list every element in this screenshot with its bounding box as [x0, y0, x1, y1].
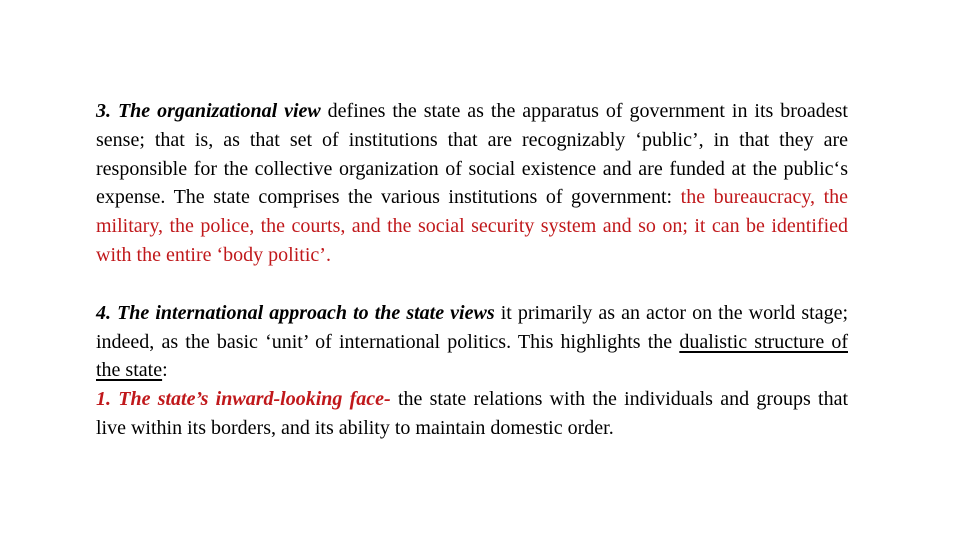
- colon-text: :: [162, 359, 168, 382]
- international-approach-text: it primarily as an actor on the world stage; indeed, as the basic ‘unit’ of international politics. This highlights the: [96, 301, 849, 353]
- dualistic-structure-link-text: dualistic structure of the state: [96, 330, 848, 382]
- organizational-view-text: defines the state as the apparatus of government in its broadest sense; that is, as that set of institutions that are recognizably ‘public’, in that they are responsible for the collective organization of social existence and are funded at the public‘s expense. The state comprises the various institutions of government:: [96, 100, 848, 209]
- paragraph-organizational-view: [96, 97, 848, 270]
- organizational-view-heading: 3. The organizational view: [96, 100, 321, 122]
- slide-body: [96, 97, 848, 443]
- organizational-view-institutions: the bureaucracy, the military, the police, the courts, and the social security system and so on; it can be identified with the entire ‘body politic’.: [96, 186, 849, 266]
- paragraph-international-approach: [96, 299, 848, 443]
- international-approach-heading: 4. The international approach to the state views: [96, 301, 495, 324]
- inward-looking-face-text: the state relations with the individuals and groups that live within its borders, and its ability to maintain domestic order.: [96, 388, 848, 439]
- inward-looking-face-heading: 1. The state’s inward-looking face-: [96, 388, 391, 411]
